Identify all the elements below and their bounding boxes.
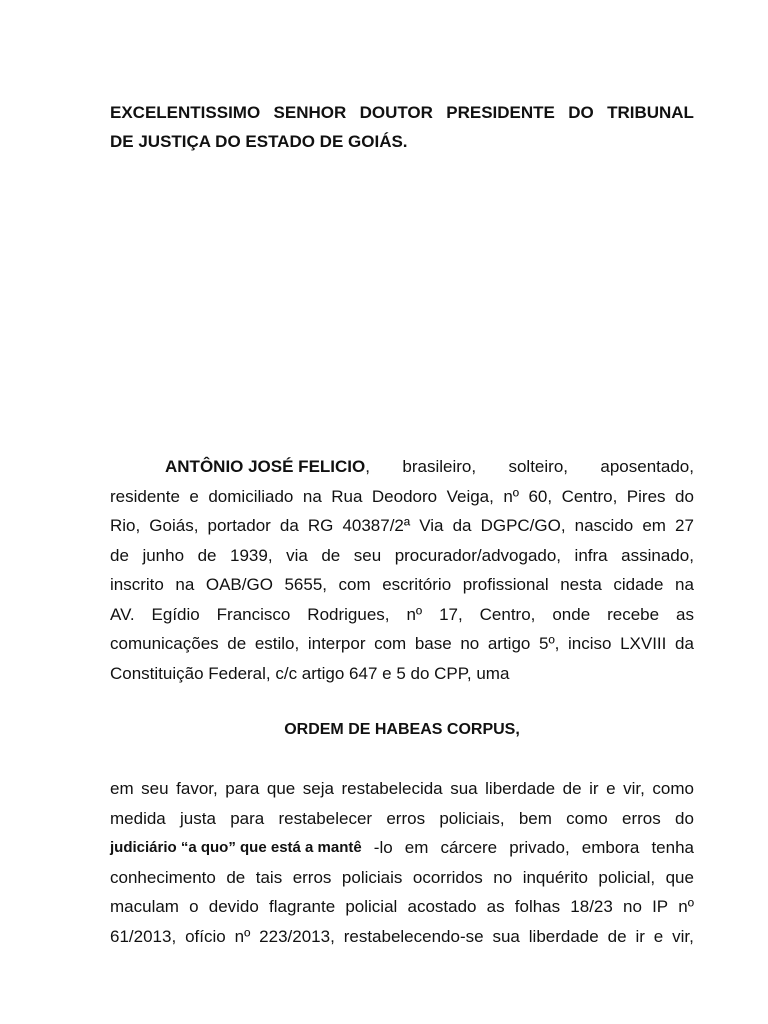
- word: nº: [503, 486, 519, 506]
- word: OAB/GO: [205, 575, 273, 594]
- word: RG: [307, 516, 334, 535]
- paragraph2-line-3: [110, 833, 694, 863]
- word: como: [652, 779, 694, 798]
- word: vir,: [623, 779, 645, 798]
- word: aposentado,: [600, 457, 694, 476]
- word: 223/2013,: [259, 926, 335, 946]
- word: -lo: [373, 838, 393, 857]
- word: cárcere: [440, 838, 498, 857]
- word: de: [562, 779, 582, 798]
- word: folhas: [514, 897, 561, 916]
- word: de: [607, 926, 627, 946]
- word: Rua: [331, 486, 363, 506]
- word: devido: [208, 897, 259, 916]
- word: restabelecendo-se: [343, 926, 484, 946]
- word: que: [266, 779, 296, 798]
- word: nº: [234, 926, 251, 946]
- request-paragraph: [110, 774, 694, 951]
- word: policial,: [598, 867, 656, 887]
- word: junho: [142, 545, 185, 565]
- word: via: [286, 545, 308, 565]
- word: no: [460, 634, 480, 653]
- word: da: [674, 634, 694, 653]
- word: policiais,: [439, 808, 505, 828]
- petition-heading: [110, 98, 694, 156]
- word: como: [566, 808, 608, 828]
- petitioner-paragraph: [110, 452, 694, 688]
- word: e: [189, 486, 199, 506]
- word: acostado: [407, 897, 477, 916]
- paragraph1-line-3: [110, 511, 694, 541]
- paragraph1-line-8: Constituição Federal, c/c artigo 647 e 5 do CPP, uma: [110, 663, 510, 683]
- word: que: [665, 867, 694, 887]
- word: DO: [568, 103, 594, 122]
- word: no: [623, 897, 642, 916]
- word: liberdade: [485, 779, 556, 798]
- word: estilo,: [254, 634, 300, 653]
- paragraph2-line-2: [110, 804, 694, 834]
- word: no: [493, 867, 513, 887]
- word: flagrante: [269, 897, 336, 916]
- word: Veiga,: [446, 486, 494, 506]
- word: comunicações: [110, 634, 219, 653]
- order-title: ORDEM DE HABEAS CORPUS,: [284, 721, 520, 738]
- word: Goiás,: [149, 516, 199, 535]
- word: de: [226, 867, 246, 887]
- word: de: [110, 545, 129, 565]
- word: Centro,: [561, 486, 618, 506]
- word: de: [227, 634, 247, 653]
- word: em: [110, 779, 134, 798]
- word: inciso: [567, 634, 612, 653]
- word: base: [414, 634, 452, 653]
- word: maculam: [110, 897, 179, 916]
- word: com: [338, 575, 371, 594]
- word: de: [197, 545, 217, 565]
- word: restabelecer: [278, 808, 373, 828]
- word: infra: [574, 545, 608, 565]
- word: Centro,: [479, 604, 536, 624]
- word: 5655,: [284, 575, 327, 594]
- word: ir: [635, 926, 645, 946]
- word: tenha: [651, 838, 694, 857]
- word: da: [279, 516, 299, 535]
- word: 18/23: [570, 897, 613, 916]
- word: Pires: [626, 486, 666, 506]
- paragraph1-line-2: [110, 482, 694, 512]
- word: vir,: [672, 926, 694, 946]
- paragraph2-line-5: [110, 892, 694, 922]
- paragraph2-line-1: [110, 774, 694, 804]
- word: 27: [675, 516, 694, 535]
- petitioner-name: ANTÔNIO JOSÉ FELICIO,: [165, 457, 370, 476]
- word: erros: [386, 808, 426, 828]
- word: 61/2013,: [110, 926, 177, 946]
- word: recebe: [607, 604, 660, 624]
- word: nº: [678, 897, 694, 916]
- word: inquérito: [522, 867, 588, 887]
- word: do: [675, 486, 694, 506]
- paragraph1-line-4: [110, 541, 694, 571]
- word: na: [302, 486, 322, 506]
- word: embora: [581, 838, 640, 857]
- word: para: [225, 779, 260, 798]
- word: seu: [353, 545, 382, 565]
- paragraph2-line-6: [110, 922, 694, 952]
- word: 60,: [528, 486, 553, 506]
- word: bem: [518, 808, 552, 828]
- word: erros: [292, 867, 332, 887]
- word: residente: [110, 486, 180, 506]
- word: Francisco: [216, 604, 291, 624]
- word: privado,: [509, 838, 570, 857]
- word: nº: [406, 604, 423, 624]
- word: as: [486, 897, 505, 916]
- word: 40387/2ª: [342, 516, 411, 535]
- word: liberdade: [528, 926, 599, 946]
- paragraph2-line-4: [110, 863, 694, 893]
- word: SENHOR: [273, 103, 347, 122]
- word: LXVIII: [620, 634, 667, 653]
- word: DGPC/GO,: [480, 516, 566, 535]
- word: na: [175, 575, 195, 594]
- word: AV.: [110, 604, 135, 624]
- word: brasileiro,: [402, 457, 477, 476]
- word: Via: [419, 516, 444, 535]
- word: seja: [302, 779, 334, 798]
- word: em: [642, 516, 666, 535]
- word: na: [674, 575, 694, 594]
- word: solteiro,: [508, 457, 568, 476]
- word: Rio,: [110, 516, 141, 535]
- word: IP: [652, 897, 669, 916]
- word: assinado,: [621, 545, 694, 565]
- word: sua: [492, 926, 520, 946]
- word: interpor: [307, 634, 366, 653]
- word: ocorridos: [412, 867, 483, 887]
- word: ofício: [185, 926, 226, 946]
- word: da: [452, 516, 472, 535]
- word: com: [374, 634, 407, 653]
- word: o: [189, 897, 199, 916]
- word: nesta: [560, 575, 602, 594]
- paragraph1-line-1: [110, 452, 694, 482]
- word: TRIBUNAL: [607, 103, 694, 122]
- word: Rodrigues,: [307, 604, 390, 624]
- word: nascido: [574, 516, 634, 535]
- word: medida: [110, 808, 166, 828]
- paragraph1-line-5: [110, 570, 694, 600]
- word: domiciliado: [208, 486, 294, 506]
- quo-judiciary-phrase: judiciário “a quo” que está a mantê: [110, 839, 362, 856]
- word: artigo: [487, 634, 531, 653]
- word: Deodoro: [371, 486, 438, 506]
- word: restabelecida: [341, 779, 443, 798]
- word: em: [404, 838, 429, 857]
- word: portador: [207, 516, 271, 535]
- word: onde: [552, 604, 591, 624]
- paragraph1-line-7: [110, 629, 694, 659]
- word: tais: [255, 867, 283, 887]
- heading-line-1: [110, 98, 694, 127]
- word: do: [675, 808, 694, 828]
- word: inscrito: [110, 575, 164, 594]
- word: sua: [450, 779, 478, 798]
- word: e: [606, 779, 616, 798]
- word: policiais: [341, 867, 403, 887]
- word: cidade: [613, 575, 664, 594]
- word: justa: [180, 808, 216, 828]
- word: conhecimento: [110, 867, 216, 887]
- word: escritório: [382, 575, 452, 594]
- word: de: [321, 545, 341, 565]
- word: 17,: [439, 604, 463, 624]
- word: PRESIDENTE: [446, 103, 555, 122]
- comma: ,: [365, 457, 370, 476]
- paragraph1-line-6: [110, 600, 694, 630]
- word: erros: [622, 808, 661, 828]
- heading-line-2: DE JUSTIÇA DO ESTADO DE GOIÁS.: [110, 132, 408, 151]
- word: Egídio: [151, 604, 200, 624]
- word: 5º,: [538, 634, 560, 653]
- word: seu: [141, 779, 169, 798]
- word: para: [230, 808, 265, 828]
- word: as: [676, 604, 694, 624]
- word: EXCELENTISSIMO: [110, 103, 261, 122]
- word: ir: [589, 779, 599, 798]
- word: profissional: [462, 575, 549, 594]
- word: procurador/advogado,: [394, 545, 562, 565]
- word: 1939,: [230, 545, 273, 565]
- word: e: [653, 926, 664, 946]
- word: favor,: [176, 779, 218, 798]
- word: policial: [345, 897, 398, 916]
- word: DOUTOR: [359, 103, 433, 122]
